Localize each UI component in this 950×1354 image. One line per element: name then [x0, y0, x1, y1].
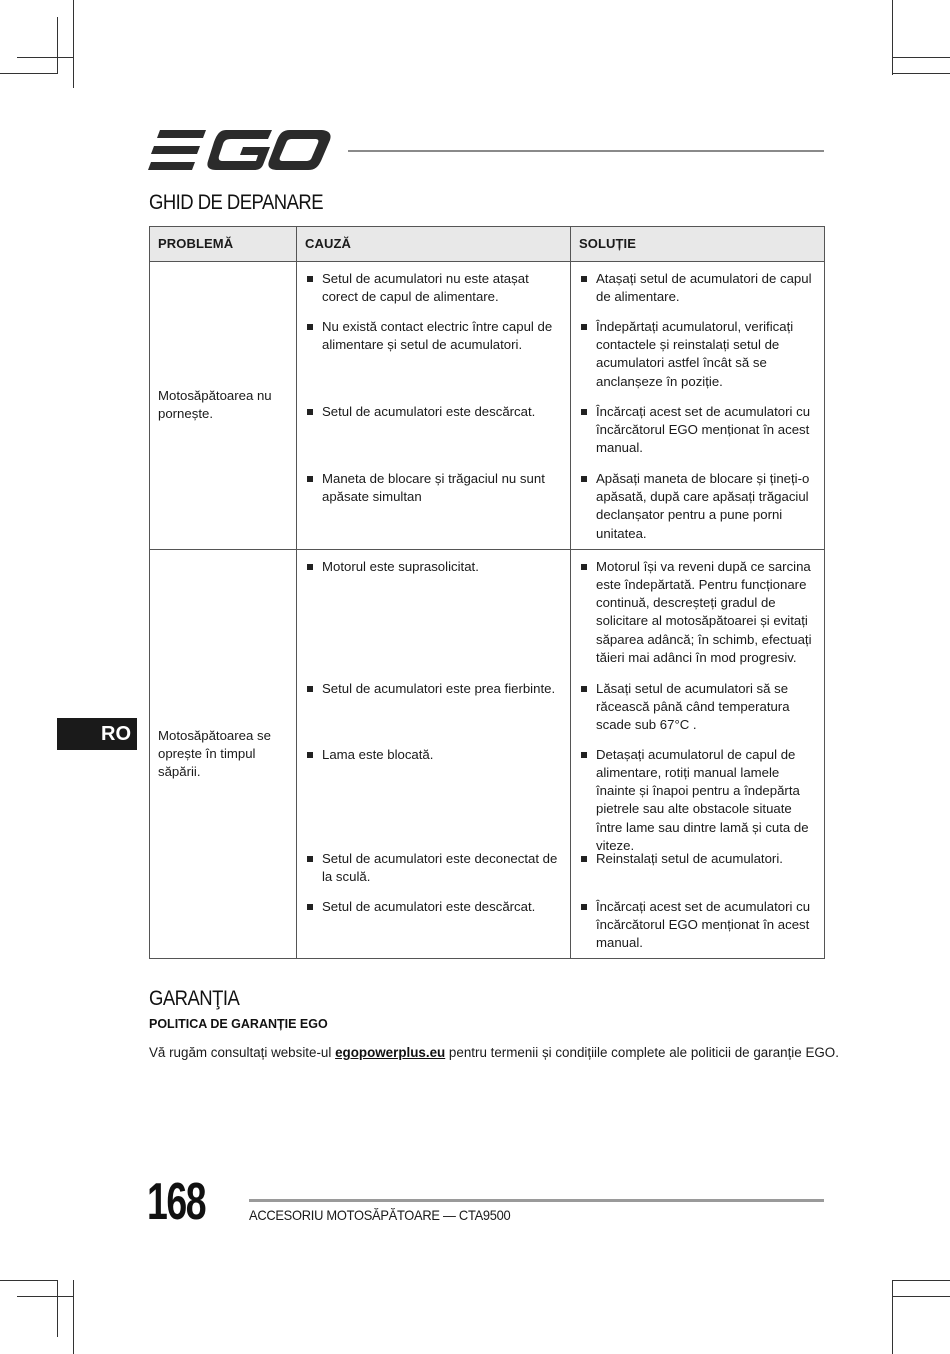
warranty-text-before: Vă rugăm consultați website-ul: [149, 1045, 336, 1060]
cause-cell: [297, 262, 571, 550]
crop-mark: [892, 73, 950, 74]
troubleshooting-title: GHID DE DEPANARE: [149, 191, 323, 214]
cause-item: Setul de acumulatori este prea fierbinte.: [305, 680, 562, 746]
footer-title: ACCESORIU MOTOSĂPĂTOARE — CTA9500: [249, 1207, 511, 1223]
column-header-cause: CAUZĂ: [297, 227, 571, 262]
cause-item: Motorul este suprasolicitat.: [305, 558, 562, 680]
problem-cell: Motosăpătoarea se oprește în timpul săpării.: [150, 549, 297, 959]
warranty-text-after: pentru termenii și condițiile complete ale politicii de garanție EGO.: [445, 1045, 839, 1060]
cause-item: Lama este blocată.: [305, 746, 562, 850]
solution-item: Încărcați acest set de acumulatori cu încărcătorul EGO menționat în acest manual.: [579, 403, 816, 470]
cause-item: Setul de acumulatori este deconectat de la sculă.: [305, 850, 562, 898]
warranty-subtitle: POLITICA DE GARANȚIE EGO: [149, 1017, 328, 1031]
ego-logo: [148, 128, 332, 172]
solution-item: Motorul își va reveni după ce sarcina este îndepărtată. Pentru funcționare continuă, descreșteți gradul de solicitare al motosăpătoarei și evitați săparea adâncă; în schimb, efectuați tăieri mai adânci în mod progresiv.: [579, 558, 816, 680]
crop-mark: [892, 1280, 950, 1281]
column-header-problem: PROBLEMĂ: [150, 227, 297, 262]
troubleshooting-table: [149, 226, 825, 959]
crop-mark: [892, 1296, 950, 1297]
page-number: 168: [147, 1173, 206, 1231]
table-header-row: [150, 227, 825, 262]
table-row: [150, 549, 825, 959]
solution-item: Îndepărtați acumulatorul, verificați contactele și reinstalați setul de acumulatori astfel încât să se anclanșeze în poziție.: [579, 318, 816, 403]
solution-item: Reinstalați setul de acumulatori.: [579, 850, 816, 898]
solution-item: Apăsați maneta de blocare și țineți-o apăsată, după care apăsați trăgaciul declanșator pentru a pune porni unitatea.: [579, 470, 816, 543]
solution-cell: [571, 262, 825, 550]
cause-cell: [297, 549, 571, 959]
problem-cell: Motosăpătoarea nu pornește.: [150, 262, 297, 550]
crop-mark: [0, 73, 57, 74]
crop-mark: [892, 1280, 893, 1354]
crop-mark: [57, 1280, 58, 1337]
solution-item: Încărcați acest set de acumulatori cu încărcătorul EGO menționat în acest manual.: [579, 898, 816, 953]
solution-cell: [571, 549, 825, 959]
header-rule: [348, 150, 824, 152]
cause-item: Setul de acumulatori este descărcat.: [305, 403, 562, 470]
crop-mark: [57, 17, 58, 74]
crop-mark: [17, 1296, 74, 1297]
crop-mark: [892, 57, 950, 58]
crop-mark: [0, 1280, 57, 1281]
crop-mark: [73, 0, 74, 88]
warranty-text: [149, 1045, 839, 1060]
cause-item: Nu există contact electric între capul de alimentare și setul de acumulatori.: [305, 318, 562, 403]
cause-item: Setul de acumulatori nu este atașat corect de capul de alimentare.: [305, 270, 562, 318]
crop-mark: [17, 57, 74, 58]
solution-item: Lăsați setul de acumulatori să se răcească până când temperatura scade sub 67°C .: [579, 680, 816, 746]
footer-rule: [249, 1199, 824, 1202]
solution-item: Detașați acumulatorul de capul de alimentare, rotiți manual lamele înainte și înapoi pentru a îndepărta pietrele sau alte obstacole situate între lame sau dintre lamă și cuta de viteze.: [579, 746, 816, 850]
cause-item: Setul de acumulatori este descărcat.: [305, 898, 562, 916]
column-header-solution: SOLUȚIE: [571, 227, 825, 262]
table-row: [150, 262, 825, 550]
crop-mark: [73, 1280, 74, 1354]
crop-mark: [892, 0, 893, 75]
warranty-link[interactable]: egopowerplus.eu: [335, 1045, 446, 1060]
warranty-title: GARANŢIA: [149, 987, 240, 1010]
cause-item: Maneta de blocare și trăgaciul nu sunt apăsate simultan: [305, 470, 562, 506]
solution-item: Atașați setul de acumulatori de capul de alimentare.: [579, 270, 816, 318]
language-tab: RO: [57, 718, 137, 750]
